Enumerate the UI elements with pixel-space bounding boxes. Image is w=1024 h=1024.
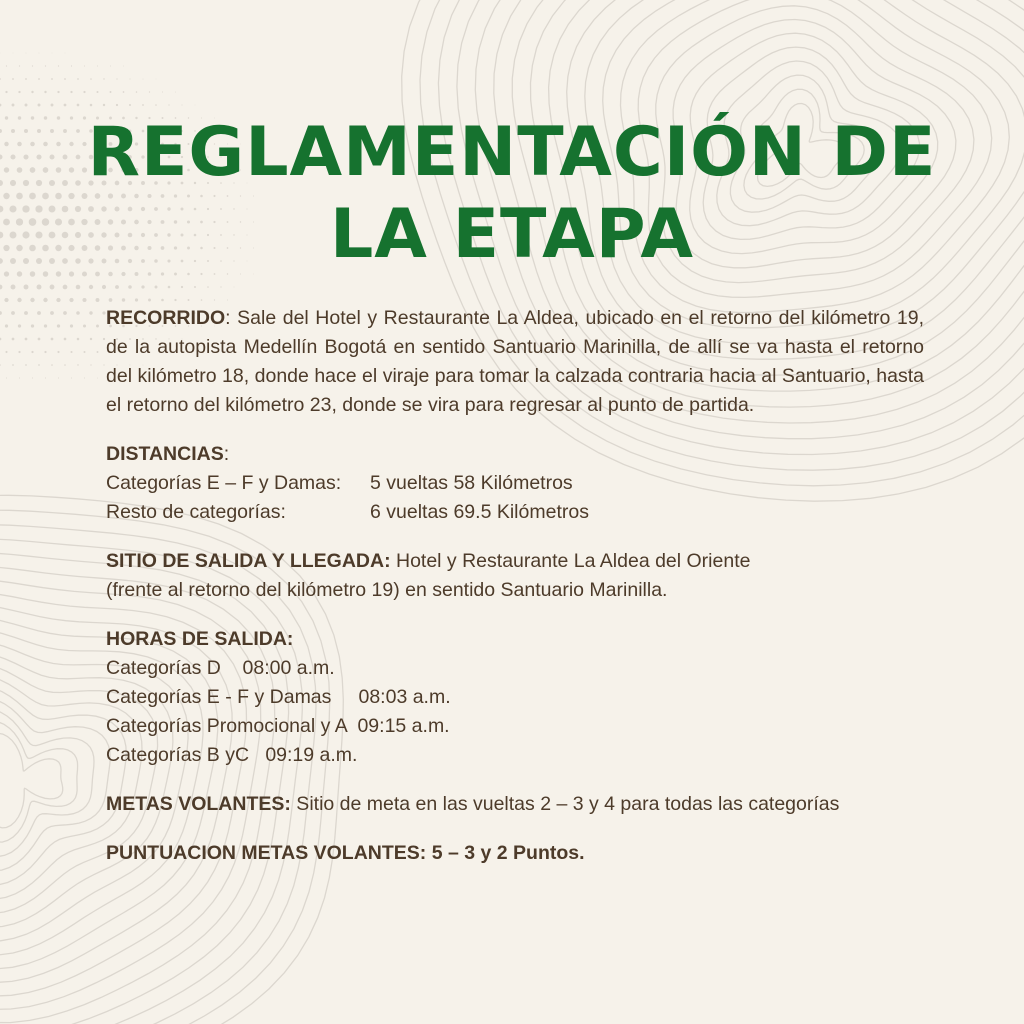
halftone-dot <box>43 298 47 302</box>
halftone-dot <box>25 104 28 107</box>
halftone-dot <box>89 311 92 314</box>
halftone-dot <box>52 53 53 54</box>
departure-row: Categorías D 08:00 a.m. <box>106 657 335 679</box>
halftone-dot <box>103 364 104 365</box>
halftone-dot <box>0 78 1 80</box>
halftone-dot <box>77 364 78 365</box>
contour-line <box>0 733 63 828</box>
halftone-dot <box>0 338 1 341</box>
halftone-dot <box>110 66 111 67</box>
halftone-dot <box>58 65 59 66</box>
halftone-dot <box>4 298 8 302</box>
halftone-dot <box>25 364 27 366</box>
halftone-dot <box>90 78 92 80</box>
halftone-dot <box>70 324 73 327</box>
distance-row <box>106 469 924 498</box>
contour-line <box>0 698 110 871</box>
halftone-dot <box>18 324 21 327</box>
distance-value: 5 vueltas 58 Kilómetros <box>370 472 573 494</box>
halftone-dot <box>116 104 118 106</box>
recorrido-section <box>106 304 924 420</box>
departure-row: Categorías B yC 09:19 a.m. <box>106 744 358 766</box>
halftone-dot <box>58 377 59 378</box>
halftone-dot <box>57 91 59 93</box>
halftone-dot <box>77 78 79 80</box>
halftone-dot <box>44 351 46 353</box>
halftone-dot <box>44 91 46 93</box>
sitio-text-2: (frente al retorno del kilómetro 19) en sentido Santuario Marinilla. <box>106 579 668 601</box>
sitio-section <box>106 547 924 605</box>
halftone-dot <box>194 286 196 288</box>
halftone-dot <box>135 298 138 301</box>
halftone-dot <box>76 311 80 315</box>
halftone-dot <box>83 91 85 93</box>
halftone-dot <box>188 299 190 301</box>
distance-category: Resto de categorías: <box>106 501 286 523</box>
halftone-dot <box>82 298 86 302</box>
halftone-dot <box>5 91 7 93</box>
halftone-dot <box>182 105 183 106</box>
halftone-dot <box>141 285 144 288</box>
halftone-dot <box>45 65 46 66</box>
halftone-dot <box>51 364 53 366</box>
halftone-dot <box>149 91 150 92</box>
halftone-dot <box>156 79 157 80</box>
halftone-dot <box>0 364 1 366</box>
halftone-dot <box>168 104 169 105</box>
halftone-dot <box>97 378 98 379</box>
halftone-dot <box>128 285 132 289</box>
halftone-dot <box>148 299 151 302</box>
halftone-dot <box>51 104 54 107</box>
halftone-dot <box>90 364 91 365</box>
distance-category: Categorías E – F y Damas: <box>106 472 342 494</box>
halftone-dot <box>31 91 33 93</box>
halftone-dot <box>57 324 60 327</box>
halftone-dot <box>109 298 113 302</box>
page-title <box>0 112 1024 276</box>
recorrido-label: RECORRIDO <box>106 307 226 329</box>
title-line-1: REGLAMENTACIÓN DE <box>87 113 937 192</box>
halftone-dot <box>24 311 28 315</box>
halftone-dot <box>129 78 130 79</box>
halftone-dot <box>19 65 20 66</box>
halftone-dot <box>11 311 15 315</box>
halftone-dot <box>84 65 85 66</box>
halftone-dot <box>97 351 99 353</box>
halftone-dot <box>25 78 27 80</box>
halftone-dot <box>31 324 34 327</box>
halftone-dot <box>57 351 59 353</box>
halftone-dot <box>97 66 98 67</box>
sitio-line-1 <box>106 547 924 576</box>
halftone-dot <box>5 351 7 353</box>
halftone-dot <box>155 286 158 289</box>
distance-row <box>106 498 924 527</box>
halftone-dot <box>65 53 66 54</box>
distancias-heading <box>106 440 924 469</box>
distance-value: 6 vueltas 69.5 Kilómetros <box>370 501 589 523</box>
halftone-dot <box>110 91 112 93</box>
halftone-dot <box>32 377 33 378</box>
halftone-dot <box>18 351 20 353</box>
halftone-dot <box>123 91 125 93</box>
halftone-dot <box>220 286 221 287</box>
halftone-dot <box>96 298 100 302</box>
halftone-dot <box>142 104 144 106</box>
halftone-dot <box>168 286 171 289</box>
title-line-2: LA ETAPA <box>329 195 695 274</box>
halftone-dot <box>102 285 106 289</box>
halftone-dot <box>136 91 138 93</box>
sitio-text-1: Hotel y Restaurante La Aldea del Oriente <box>390 550 751 572</box>
halftone-dot <box>175 92 176 93</box>
halftone-dot <box>39 53 40 54</box>
departure-row: Categorías E - F y Damas 08:03 a.m. <box>106 686 451 708</box>
sitio-label: SITIO DE SALIDA Y LLEGADA: <box>106 550 391 572</box>
halftone-dot <box>64 364 66 366</box>
distancias-section <box>106 440 924 527</box>
regulation-content <box>106 304 924 888</box>
halftone-dot <box>70 351 72 353</box>
distancias-label: DISTANCIAS <box>106 443 224 465</box>
halftone-dot <box>89 285 93 289</box>
halftone-dot <box>96 91 98 93</box>
halftone-dot <box>70 91 72 93</box>
metas-text: Sitio de meta en las vueltas 2 – 3 y 4 para todas las categorías <box>290 793 840 815</box>
halftone-dot <box>77 104 80 107</box>
halftone-dot <box>6 65 7 66</box>
metas-label: METAS VOLANTES: <box>106 793 291 815</box>
halftone-dot <box>84 378 85 379</box>
halftone-dot <box>31 351 33 353</box>
metas-section <box>106 790 924 819</box>
halftone-dot <box>24 285 29 290</box>
halftone-dot <box>234 287 235 288</box>
halftone-dot <box>25 338 28 341</box>
halftone-dot <box>12 338 15 341</box>
halftone-dot <box>116 78 117 79</box>
halftone-dot <box>103 104 105 106</box>
horas-label: HORAS DE SALIDA: <box>106 628 294 650</box>
halftone-dot <box>96 325 99 328</box>
halftone-dot <box>38 78 40 80</box>
halftone-dot <box>38 104 41 107</box>
halftone-dot <box>12 78 14 80</box>
halftone-dot <box>56 298 60 302</box>
halftone-dot <box>37 285 42 290</box>
halftone-dot <box>17 298 21 302</box>
halftone-dot <box>90 104 93 107</box>
halftone-dot <box>181 286 183 288</box>
halftone-dot <box>38 364 40 366</box>
halftone-dot <box>71 65 72 66</box>
halftone-dot <box>227 300 228 301</box>
halftone-dot <box>207 286 209 288</box>
halftone-dot <box>18 91 20 93</box>
halftone-dot <box>155 104 157 106</box>
halftone-dot <box>174 299 176 301</box>
halftone-dot <box>69 298 73 302</box>
halftone-dot <box>12 104 15 107</box>
halftone-dot <box>64 78 66 80</box>
halftone-dot <box>13 53 14 54</box>
halftone-dot <box>30 298 34 302</box>
halftone-dot <box>45 377 46 378</box>
halftone-dot <box>83 324 86 327</box>
halftone-dot <box>201 299 203 301</box>
halftone-dot <box>0 311 2 315</box>
recorrido-text: : Sale del Hotel y Restaurante La Aldea, ubicado en el retorno del kilómetro 19, de la autopista Medellín Bogotá en sentido Santuario Marinilla, de allí se va hasta el retorno del kilómetro 18, donde hace el viraje para tomar la calzada contraria hacia al Santuario, hasta el retorno del kilómetro 23, donde se vira para regresar al punto de partida. <box>106 307 924 416</box>
halftone-dot <box>90 338 92 340</box>
halftone-dot <box>103 78 104 79</box>
halftone-dot <box>77 338 80 341</box>
halftone-dot <box>71 377 72 378</box>
halftone-dot <box>5 324 8 327</box>
distancias-colon: : <box>223 443 230 465</box>
departure-row: Categorías Promocional y A 09:15 a.m. <box>106 715 450 737</box>
halftone-dot <box>64 338 67 341</box>
halftone-dot <box>6 377 7 378</box>
halftone-dot <box>50 311 54 315</box>
halftone-dot <box>26 53 27 54</box>
halftone-dot <box>63 311 67 315</box>
horas-section <box>106 625 924 770</box>
halftone-dot <box>0 104 1 107</box>
halftone-dot <box>83 351 85 353</box>
halftone-dot <box>44 324 47 327</box>
halftone-dot <box>50 285 55 290</box>
halftone-dot <box>195 105 196 106</box>
halftone-dot <box>129 104 131 106</box>
halftone-dot <box>64 104 67 107</box>
halftone-dot <box>51 338 54 341</box>
halftone-dot <box>123 66 124 67</box>
halftone-dot <box>51 78 53 80</box>
halftone-dot <box>122 298 125 301</box>
halftone-dot <box>214 299 215 300</box>
halftone-dot <box>0 285 2 290</box>
halftone-dot <box>11 285 16 290</box>
halftone-dot <box>115 285 119 289</box>
halftone-dot <box>161 299 164 302</box>
halftone-dot <box>37 311 41 315</box>
halftone-dot <box>12 364 14 366</box>
halftone-dot <box>76 285 81 290</box>
halftone-dot <box>38 338 41 341</box>
halftone-dot <box>63 285 68 290</box>
halftone-dot <box>32 65 33 66</box>
halftone-dot <box>143 79 144 80</box>
halftone-dot <box>19 377 20 378</box>
puntuacion-section: PUNTUACION METAS VOLANTES: 5 – 3 y 2 Puntos. <box>106 842 585 864</box>
halftone-dot <box>103 338 105 340</box>
halftone-dot <box>162 91 163 92</box>
